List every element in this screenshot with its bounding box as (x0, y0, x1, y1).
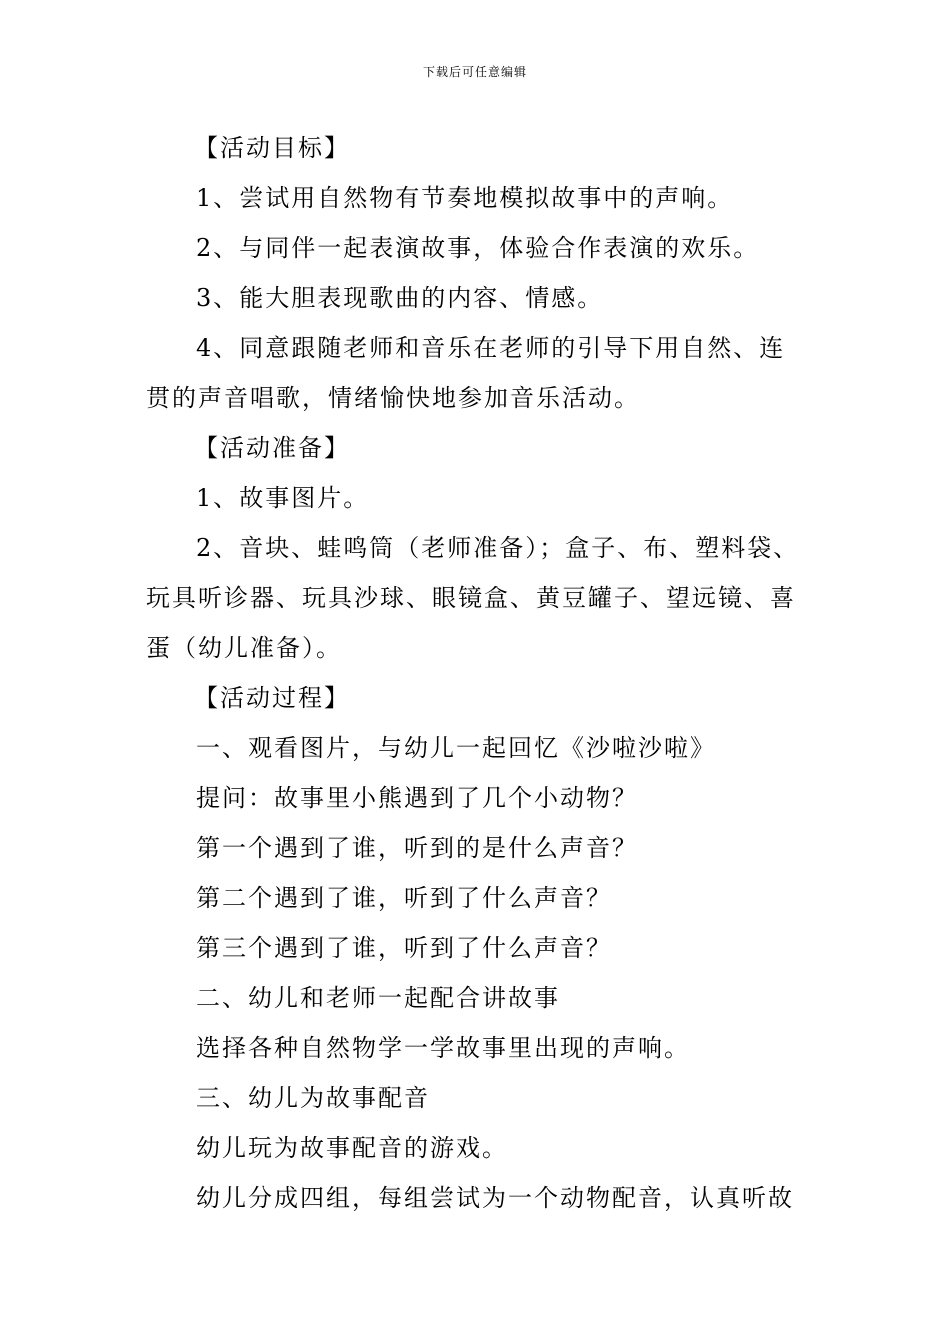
paragraph: 4、同意跟随老师和音乐在老师的引导下用自然、连贯的声音唱歌，情绪愉快地参加音乐活动。 (146, 334, 786, 412)
paragraph: 2、音块、蛙鸣筒（老师准备）；盒子、布、塑料袋、玩具听诊器、玩具沙球、眼镜盒、黄豆罐子、望远镜、喜蛋（幼儿准备）。 (146, 534, 800, 662)
page-header-note: 下载后可任意编辑 (422, 65, 527, 79)
section-heading-preparation: 【活动准备】 (194, 434, 350, 462)
paragraph: 1、故事图片。 (196, 484, 370, 512)
paragraph: 一、观看图片，与幼儿一起回忆《沙啦沙啦》 (196, 734, 716, 762)
section-heading-process: 【活动过程】 (194, 684, 350, 712)
paragraph: 幼儿玩为故事配音的游戏。 (196, 1134, 508, 1162)
paragraph: 幼儿分成四组，每组尝试为一个动物配音，认真听故 (196, 1184, 794, 1212)
paragraph: 二、幼儿和老师一起配合讲故事 (196, 984, 560, 1012)
section-heading-goals: 【活动目标】 (194, 134, 350, 162)
document-body (146, 123, 806, 1223)
paragraph: 三、幼儿为故事配音 (196, 1084, 430, 1112)
paragraph: 选择各种自然物学一学故事里出现的声响。 (196, 1034, 690, 1062)
paragraph: 提问：故事里小熊遇到了几个小动物？ (196, 784, 638, 812)
paragraph: 1、尝试用自然物有节奏地模拟故事中的声响。 (196, 184, 734, 212)
paragraph: 第二个遇到了谁，听到了什么声音？ (196, 884, 612, 912)
paragraph: 第三个遇到了谁，听到了什么声音？ (196, 934, 612, 962)
paragraph: 3、能大胆表现歌曲的内容、情感。 (196, 284, 604, 312)
paragraph: 2、与同伴一起表演故事，体验合作表演的欢乐。 (196, 234, 760, 262)
paragraph: 第一个遇到了谁，听到的是什么声音？ (196, 834, 638, 862)
